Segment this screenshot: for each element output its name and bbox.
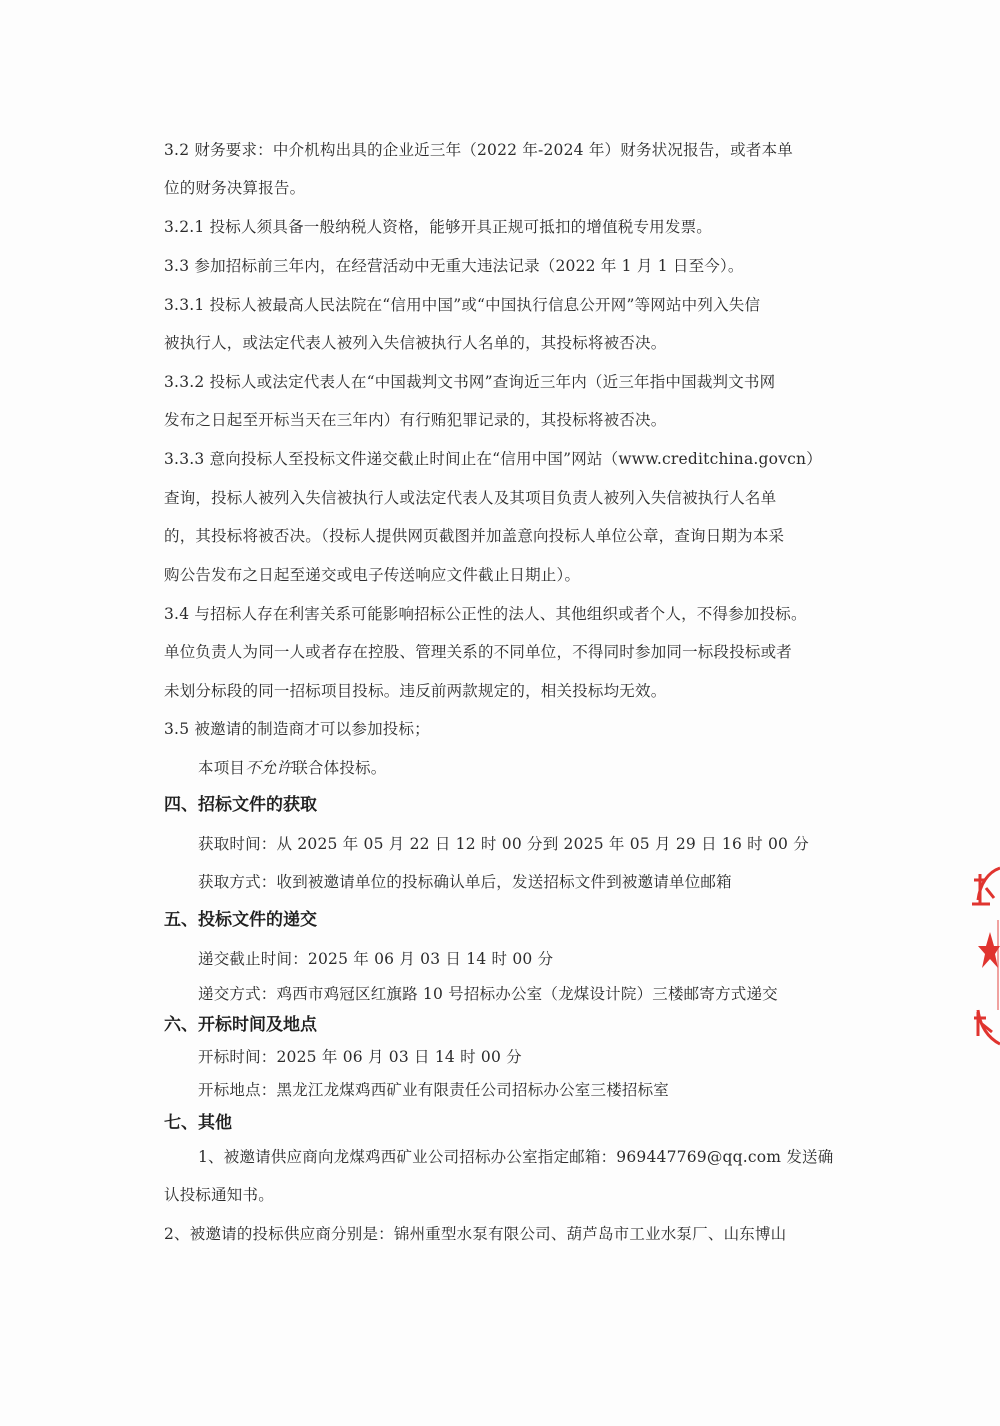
section-6-place: 开标地点：黑龙江龙煤鸡西矿业有限责任公司招标办公室三楼招标室 [198, 1081, 670, 1099]
consortium-note [198, 756, 858, 780]
paragraph-3-2-1: 3.2.1 投标人须具备一般纳税人资格，能够开具正规可抵扣的增值税专用发票。 [164, 218, 712, 236]
paragraph-3-3-3-line-3: 的，其投标将被否决。（投标人提供网页截图并加盖意向投标人单位公章，查询日期为本采 [164, 527, 785, 545]
paragraph-3-3-1-line-2: 被执行人，或法定代表人被列入失信被执行人名单的，其投标将被否决。 [164, 334, 667, 352]
paragraph-3-5: 3.5 被邀请的制造商才可以参加投标； [164, 720, 430, 738]
section-5-deadline: 递交截止时间：2025 年 06 月 03 日 14 时 00 分 [198, 950, 554, 968]
paragraph-3-4-line-3: 未划分标段的同一招标项目投标。违反前两款规定的，相关投标均无效。 [164, 682, 667, 700]
section-4-method: 获取方式：收到被邀请单位的投标确认单后，发送招标文件到被邀请单位邮箱 [198, 873, 732, 891]
paragraph-3-2-line-2: 位的财务决算报告。 [164, 179, 306, 197]
section-5-method: 递交方式：鸡西市鸡冠区红旗路 10 号招标办公室（龙煤设计院）三楼邮寄方式递交 [198, 985, 778, 1003]
section-6-time: 开标时间：2025 年 06 月 03 日 14 时 00 分 [198, 1048, 522, 1066]
paragraph-3-2-line-1: 3.2 财务要求：中介机构出具的企业近三年（2022 年-2024 年）财务状况报告，或者本单 [164, 141, 793, 159]
consortium-note-prefix: 本项目 [198, 759, 246, 777]
paragraph-3-3-2-line-1: 3.3.2 投标人或法定代表人在“中国裁判文书网”查询近三年内（近三年指中国裁判文书网 [164, 373, 776, 391]
section-4-time: 获取时间：从 2025 年 05 月 22 日 12 时 00 分到 2025 年 05 月 29 日 16 时 00 分 [198, 835, 809, 853]
paragraph-3-3-2-line-2: 发布之日起至开标当天在三年内）有行贿犯罪记录的，其投标将被否决。 [164, 411, 667, 429]
paragraph-3-3-3-line-4: 购公告发布之日起至递交或电子传送响应文件截止日期止）。 [164, 566, 581, 584]
red-seal-stamp [968, 860, 1000, 1050]
paragraph-3-4-line-2: 单位负责人为同一人或者存在控股、管理关系的不同单位，不得同时参加同一标段投标或者 [164, 643, 793, 661]
section-7-item-1-line-1: 1、被邀请供应商向龙煤鸡西矿业公司招标办公室指定邮箱：969447769@qq.com 发送确 [198, 1148, 834, 1166]
paragraph-3-3-3-line-2: 查询，投标人被列入失信被执行人或法定代表人及其项目负责人被列入失信被执行人名单 [164, 489, 777, 507]
section-5-heading: 五、投标文件的递交 [164, 910, 317, 930]
section-7-heading: 七、其他 [164, 1113, 232, 1133]
consortium-note-italic: 不允许 [245, 759, 293, 777]
paragraph-3-3: 3.3 参加招标前三年内，在经营活动中无重大违法记录（2022 年 1 月 1 日至今）。 [164, 257, 744, 275]
paragraph-3-4-line-1: 3.4 与招标人存在利害关系可能影响招标公正性的法人、其他组织或者个人，不得参加投标。 [164, 605, 807, 623]
paragraph-3-3-1-line-1: 3.3.1 投标人被最高人民法院在“信用中国”或“中国执行信息公开网”等网站中列入失信 [164, 296, 761, 314]
section-7-item-1-line-2: 认投标通知书。 [164, 1186, 274, 1204]
section-7-item-2: 2、被邀请的投标供应商分别是：锦州重型水泵有限公司、葫芦岛市工业水泵厂、山东博山 [164, 1225, 787, 1243]
paragraph-3-3-3-line-1: 3.3.3 意向投标人至投标文件递交截止时间止在“信用中国”网站（www.creditchina.govcn） [164, 450, 822, 468]
consortium-note-suffix: 联合体投标。 [292, 759, 387, 777]
section-4-heading: 四、招标文件的获取 [164, 795, 317, 815]
section-6-heading: 六、开标时间及地点 [164, 1015, 317, 1035]
